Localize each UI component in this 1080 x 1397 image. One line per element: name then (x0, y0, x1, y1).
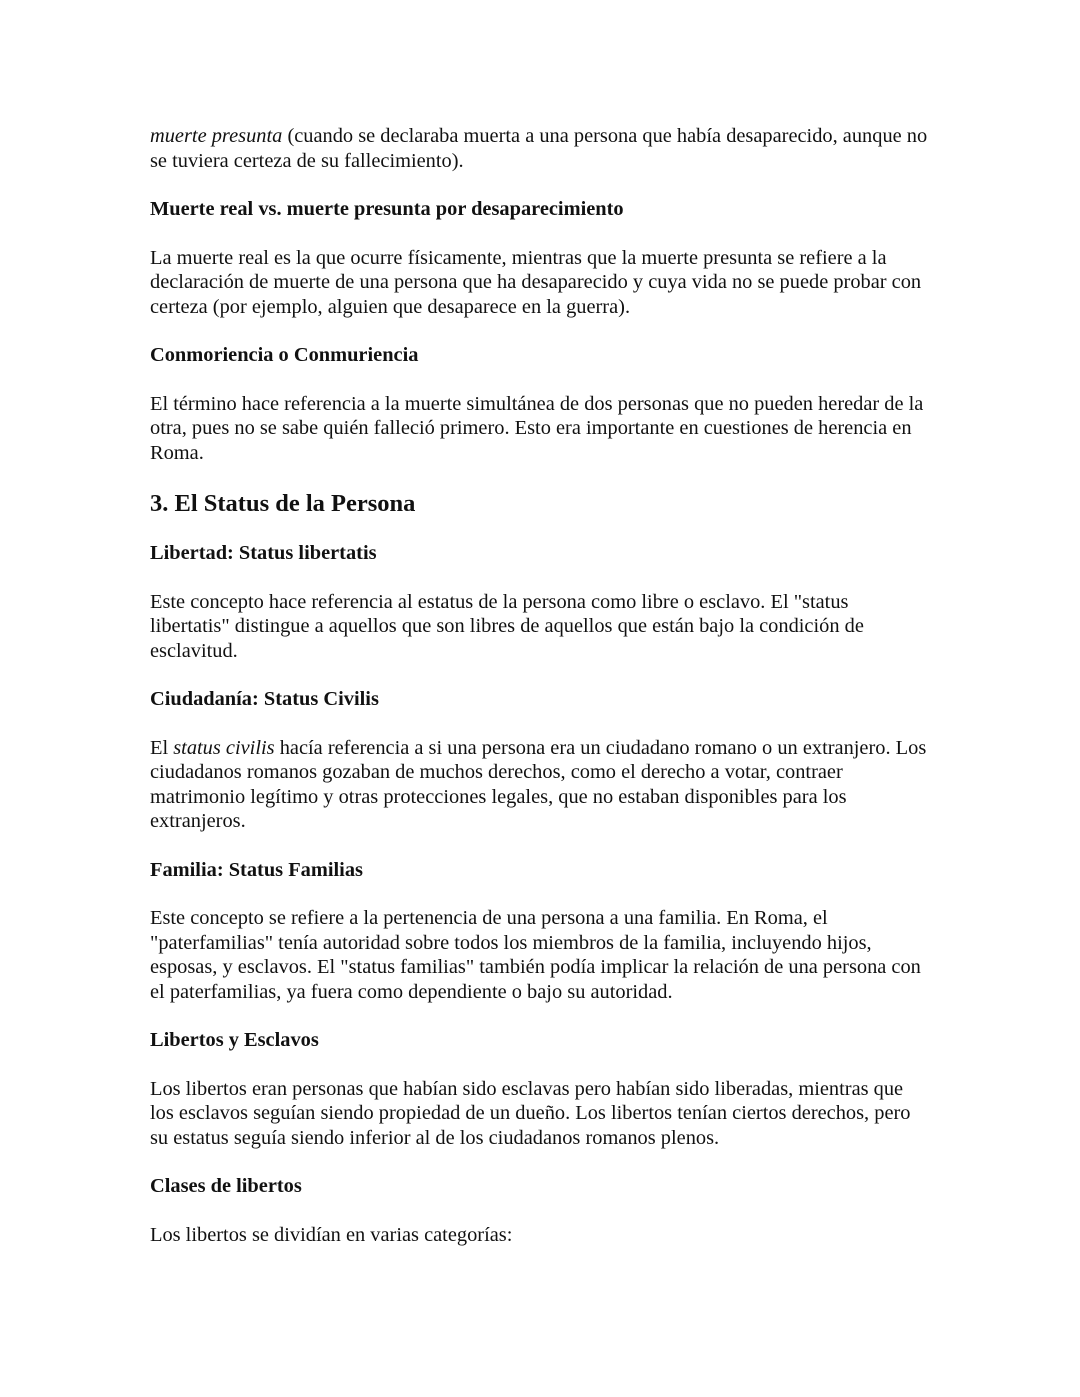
paragraph-libertos-esclavos: Los libertos eran personas que habían sido esclavas pero habían sido liberadas, mientras que los esclavos seguían siendo propiedad de un dueño. Los libertos tenían ciertos derechos, pero su estatus seguía siendo inferior al de los ciudadanos romanos plenos. (150, 1077, 911, 1149)
document-page (150, 124, 930, 1271)
heading-conmoriencia: Conmoriencia o Conmuriencia (150, 344, 419, 366)
paragraph-muerte-real: La muerte real es la que ocurre físicamente, mientras que la muerte presunta se refiere a la declaración de muerte de una persona que ha desaparecido y cuya vida no se puede probar con certeza (por ejemplo, alguien que desaparece en la guerra). (150, 246, 922, 318)
paragraph-clases-libertos: Los libertos se dividían en varias categorías: (150, 1223, 513, 1246)
heading-libertos-esclavos: Libertos y Esclavos (150, 1029, 319, 1051)
ciudadania-term: status civilis (173, 736, 275, 759)
intro-paragraph (150, 124, 930, 173)
paragraph-libertad: Este concepto hace referencia al estatus de la persona como libre o esclavo. El "status libertatis" distingue a aquellos que son libres de aquellos que están bajo la condición de esclavitud. (150, 590, 864, 662)
heading-familia: Familia: Status Familias (150, 858, 363, 881)
heading-muerte-real: Muerte real vs. muerte presunta por desaparecimiento (150, 198, 624, 220)
paragraph-familia: Este concepto se refiere a la pertenencia de una persona a una familia. En Roma, el "paterfamilias" tenía autoridad sobre todos los miembros de la familia, incluyendo hijos, esposas, y esclavos. El "status familias" también podía implicar la relación de una persona con el paterfamilias, ya fuera como dependiente o bajo su autoridad. (150, 907, 921, 1003)
ciudadania-text-start: El (150, 736, 174, 759)
paragraph-conmoriencia: El término hace referencia a la muerte simultánea de dos personas que no pueden heredar de la otra, pues no se sabe quién falleció primero. Esto era importante en cuestiones de herencia en Roma. (150, 392, 924, 464)
intro-text: (cuando se declaraba muerta a una persona que había desaparecido, aunque no se tuviera certeza de su fallecimiento). (150, 125, 928, 172)
heading-ciudadania: Ciudadanía: Status Civilis (150, 688, 379, 710)
intro-term: muerte presunta (150, 125, 283, 147)
paragraph-ciudadania (150, 736, 930, 834)
ciudadania-text-end: hacía referencia a si una persona era un ciudadano romano o un extranjero. Los ciudadanos romanos gozaban de muchos derechos, como el derecho a votar, contraer matrimonio legítimo y otras protecciones legales, que no estaban disponibles para los extranjeros. (150, 736, 927, 832)
section-title-status: 3. El Status de la Persona (150, 490, 416, 517)
heading-clases-libertos: Clases de libertos (150, 1175, 302, 1197)
heading-libertad: Libertad: Status libertatis (150, 542, 377, 564)
